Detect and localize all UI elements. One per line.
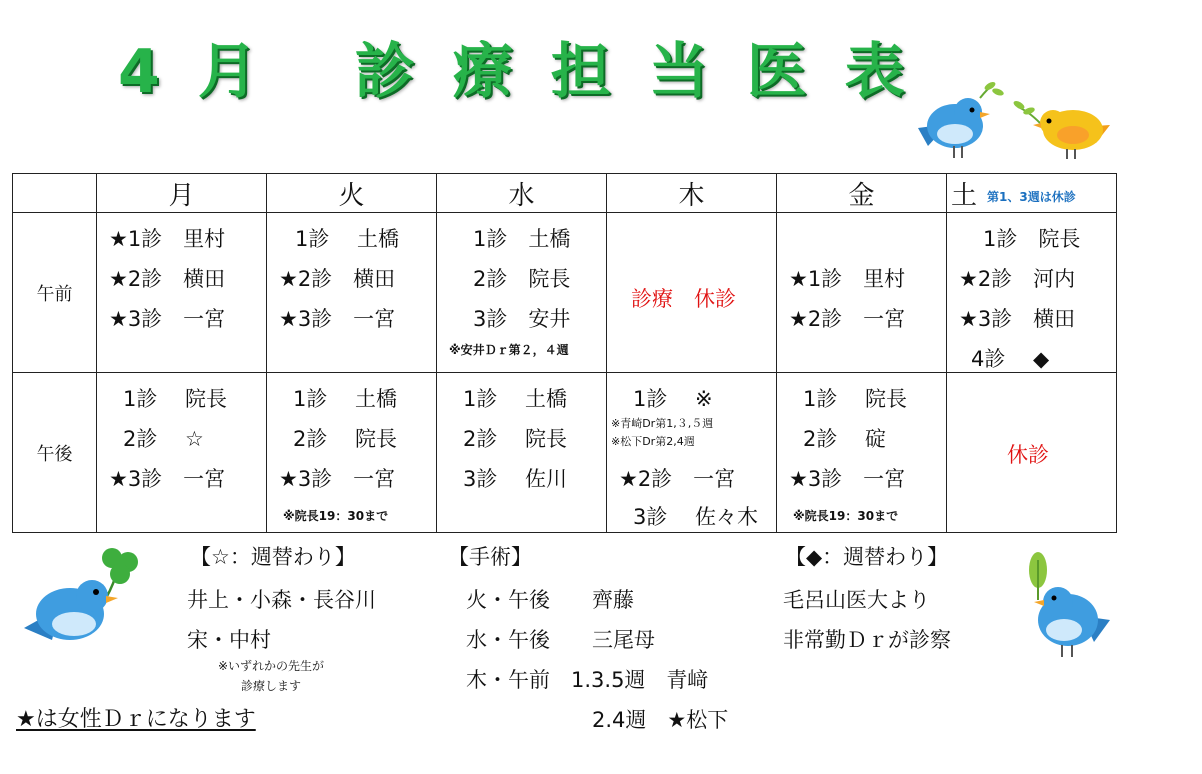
pm-thu-note: ※青崎Dr第1,３,５週 [611, 417, 714, 430]
cell-am-thu [607, 213, 777, 373]
am-mon-line: ★1診 里村 [109, 227, 226, 251]
am-wed-line: 1診 土橋 [473, 227, 571, 251]
star-note-line: 診療します [240, 679, 301, 693]
pm-thu-line: 3診 佐々木 [633, 505, 759, 529]
pm-mon-line: ★3診 一宮 [109, 467, 226, 491]
surgery-line: 木・午前 1.3.5週 青﨑 [466, 668, 709, 692]
am-tue-line: ★2診 横田 [279, 267, 396, 291]
cell-am-sat [947, 213, 1117, 373]
day-fri: 金 [777, 174, 947, 213]
pm-tue-note: ※院長19：30まで [283, 509, 389, 523]
row-label-pm: 午後 [13, 373, 97, 533]
surgery-heading: 【手術】 [448, 545, 532, 569]
am-row [13, 213, 1117, 373]
cell-pm-tue [267, 373, 437, 533]
sat-note: 第1、3週は休診 [987, 189, 1076, 204]
am-mon-line: ★3診 一宮 [109, 307, 226, 331]
pm-fri-line: ★3診 一宮 [789, 467, 906, 491]
blue-bird-clover-icon [14, 540, 144, 655]
blue-bird-icon [910, 78, 1020, 163]
day-mon: 月 [97, 174, 267, 213]
female-dr-note: ★は女性Ｄｒになります [16, 707, 256, 732]
star-line: 井上・小森・長谷川 [187, 588, 376, 612]
pm-mon-line: 1診 院長 [123, 387, 228, 411]
cell-pm-thu [607, 373, 777, 533]
pm-row [13, 373, 1117, 533]
pm-fri-note: ※院長19：30まで [793, 509, 899, 523]
diamond-line: 非常勤Ｄｒが診察 [783, 628, 951, 652]
surgery-line: 2.4週 ★松下 [592, 708, 729, 732]
schedule-table [12, 173, 1117, 533]
day-sat-label: 土 [951, 180, 978, 211]
pm-thu-line: 1診 ※ [633, 387, 713, 411]
cell-pm-wed [437, 373, 607, 533]
star-line: 宋・中村 [187, 628, 271, 652]
surgery-line: 水・午後 三尾母 [466, 628, 655, 652]
star-note [186, 656, 356, 696]
am-fri-line: ★2診 一宮 [789, 307, 906, 331]
day-wed: 水 [437, 174, 607, 213]
pm-sat-closed: 休診 [1007, 443, 1049, 467]
am-sat-line: ★3診 横田 [959, 307, 1076, 331]
cell-am-mon [97, 213, 267, 373]
pm-thu-note: ※松下Dr第2,4週 [611, 435, 695, 448]
blue-bird-leaf-icon [1018, 550, 1118, 660]
page-title: 4月 診療担当医表 [118, 37, 943, 107]
am-sat-line: 1診 院長 [983, 227, 1081, 251]
am-sat-line: 4診 ◆ [971, 347, 1050, 371]
cell-am-wed [437, 213, 607, 373]
day-tue: 火 [267, 174, 437, 213]
pm-thu-line: ★2診 一宮 [619, 467, 736, 491]
pm-fri-line: 2診 碇 [803, 427, 887, 451]
am-tue-line: 1診 土橋 [295, 227, 400, 251]
cell-am-fri [777, 213, 947, 373]
am-mon-line: ★2診 横田 [109, 267, 226, 291]
cell-am-tue [267, 213, 437, 373]
header-row [13, 174, 1117, 213]
diamond-line: 毛呂山医大より [783, 588, 930, 612]
cell-pm-fri [777, 373, 947, 533]
pm-fri-line: 1診 院長 [803, 387, 908, 411]
corner-cell [13, 174, 97, 213]
pm-wed-line: 1診 土橋 [463, 387, 568, 411]
row-label-am: 午前 [13, 213, 97, 373]
diamond-heading: 【◆：週替わり】 [785, 545, 949, 569]
day-thu: 木 [607, 174, 777, 213]
pm-mon-line: 2診 ☆ [123, 427, 204, 451]
am-wed-note: ※安井Ｄｒ第２，４週 [449, 343, 569, 357]
am-wed-line: 2診 院長 [473, 267, 571, 291]
am-wed-line: 3診 安井 [473, 307, 571, 331]
am-sat-line: ★2診 河内 [959, 267, 1076, 291]
am-fri-line: ★1診 里村 [789, 267, 906, 291]
pm-wed-line: 3診 佐川 [463, 467, 568, 491]
cell-pm-mon [97, 373, 267, 533]
star-note-line: ※いずれかの先生が [217, 659, 325, 673]
am-tue-line: ★3診 一宮 [279, 307, 396, 331]
yellow-bird-icon [1005, 95, 1120, 165]
star-heading: 【☆：週替わり】 [190, 545, 356, 569]
surgery-line: 火・午後 齊藤 [466, 588, 634, 612]
pm-tue-line: ★3診 一宮 [279, 467, 396, 491]
cell-pm-sat [947, 373, 1117, 533]
pm-tue-line: 1診 土橋 [293, 387, 398, 411]
pm-tue-line: 2診 院長 [293, 427, 398, 451]
day-sat [947, 174, 1117, 213]
pm-wed-line: 2診 院長 [463, 427, 568, 451]
am-thu-closed: 診療 休診 [631, 287, 736, 311]
